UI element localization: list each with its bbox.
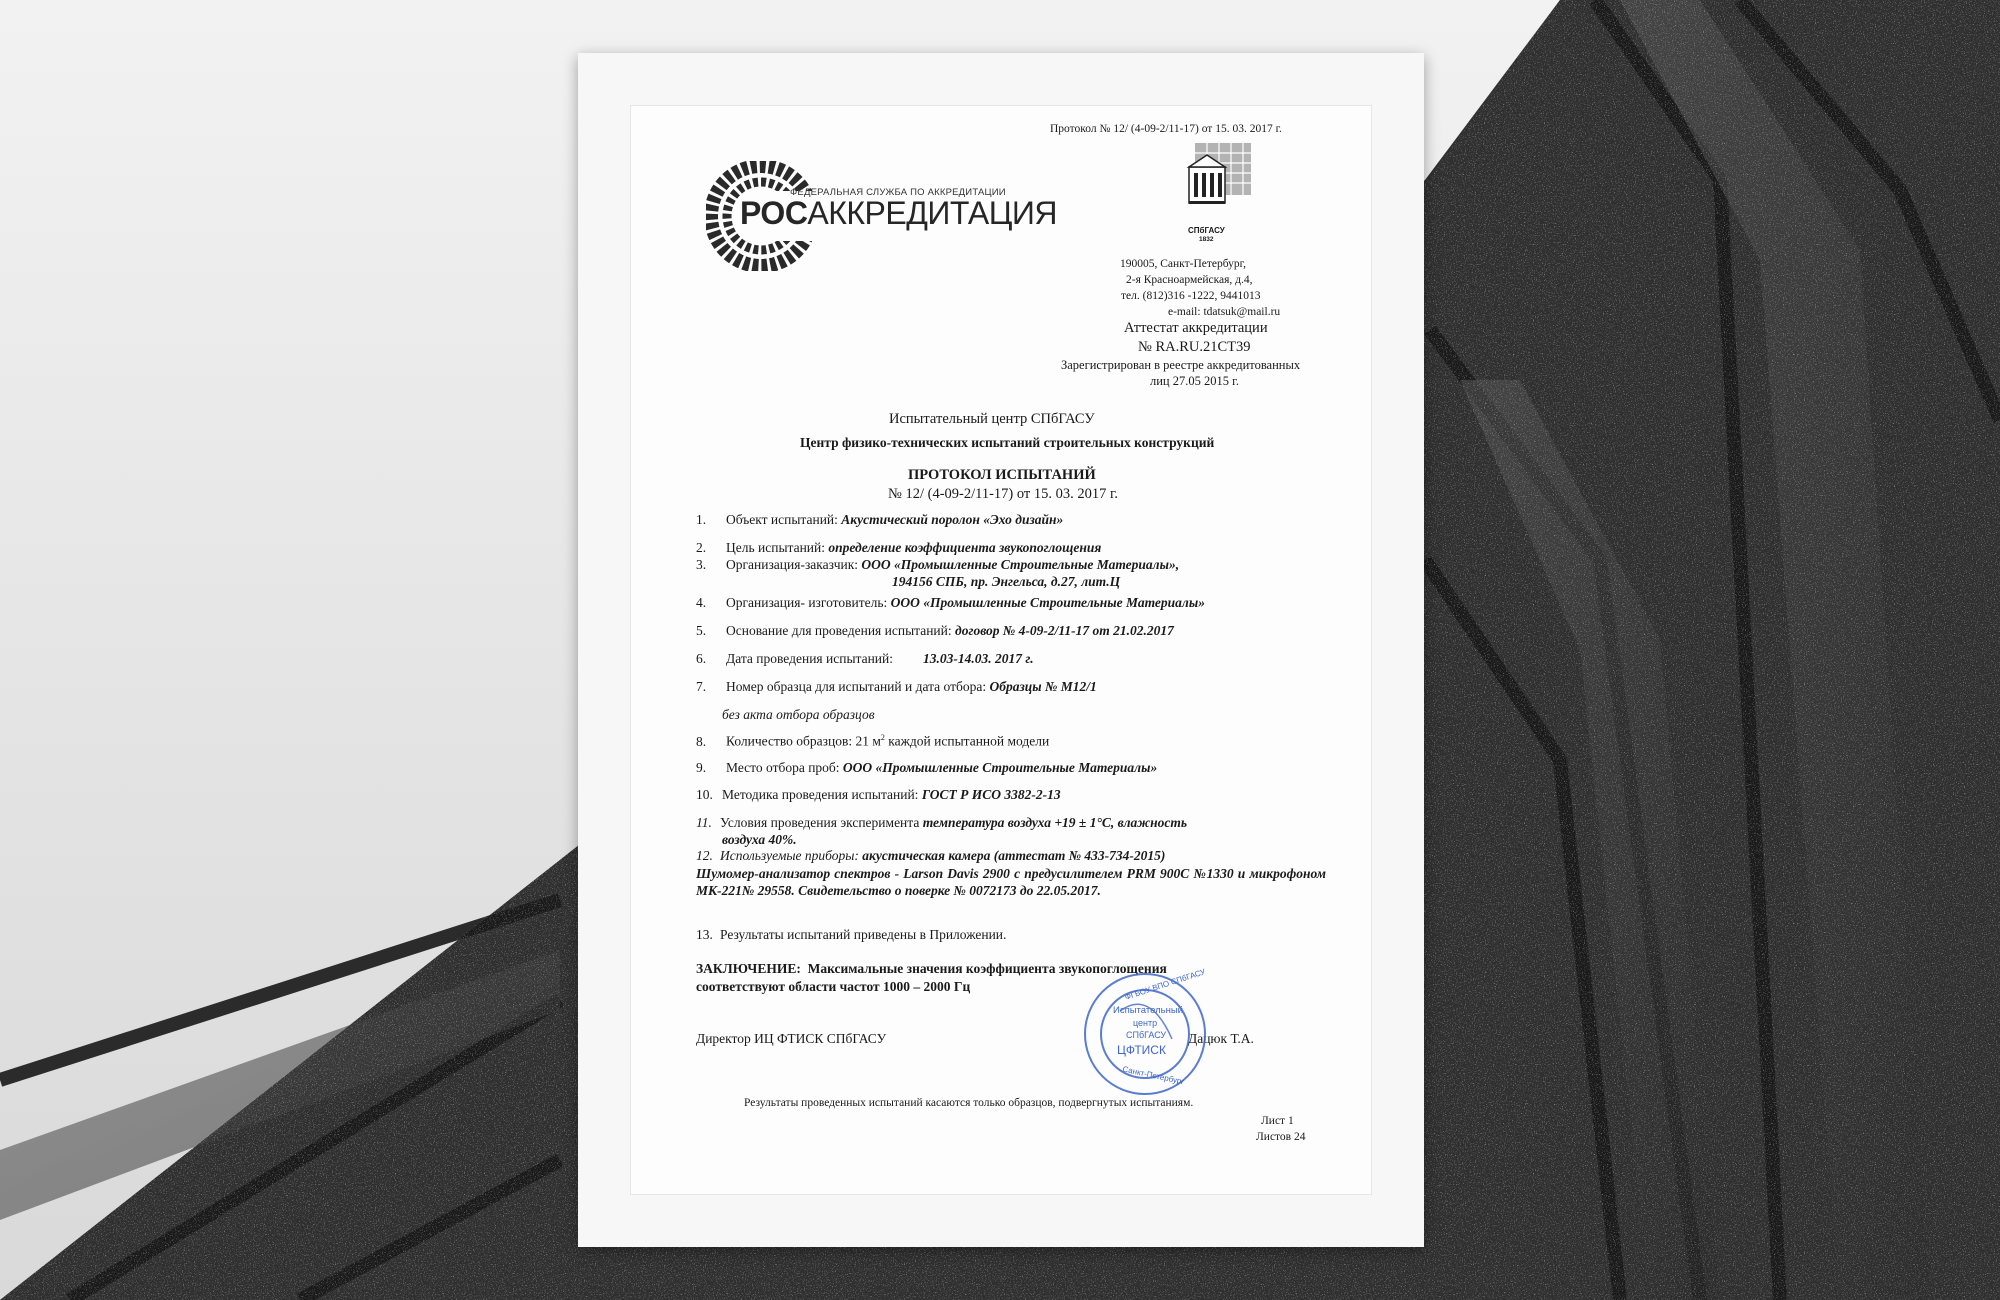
header-protocol-number: Протокол № 12/ (4-09-2/11-17) от 15. 03. 2017 г.	[1050, 123, 1282, 135]
item-8: 8. Количество образцов: 21 $м^2$ каждой испытанной модели	[696, 733, 1050, 749]
test-protocol-document	[630, 105, 1372, 1195]
item-10: 10. Методика проведения испытаний: ГОСТ Р ИСО 3382-2-13	[696, 787, 1061, 802]
conclusion-line-2: соответствуют области частот 1000 – 2000 Гц	[696, 979, 971, 994]
emblem-label: СПбГАСУ	[1188, 226, 1225, 235]
protocol-number: № 12/ (4-09-2/11-17) от 15. 03. 2017 г.	[888, 486, 1118, 502]
footer-note: Результаты проведенных испытаний касаются только образцов, подвергнутых испытаниям.	[744, 1097, 1194, 1109]
item-12-devices: Шумомер-анализатор спектров - Larson Davis 2900 с предусилителем PRM 900C №1330 и микрофоном МК-221№ 29558. Свидетельство о поверке № 0072173 до 22.05.2017.	[696, 866, 1326, 898]
item-6: 6. Дата проведения испытаний: 13.03-14.03. 2017 г.	[696, 651, 1034, 666]
accreditation-registry-1: Зарегистрирован в реестре аккредитованных	[1061, 358, 1301, 372]
item-7: 7. Номер образца для испытаний и дата отбора: Образцы № М12/1	[696, 679, 1097, 694]
item-3: 3. Организация-заказчик: ООО «Промышленные Строительные Материалы»,	[696, 557, 1180, 572]
item-2: 2. Цель испытаний: определение коэффициента звукопоглощения	[696, 540, 1102, 555]
conclusion: ЗАКЛЮЧЕНИЕ: Максимальные значения коэффициента звукопоглощения	[696, 961, 1167, 976]
stamp-line-1: Испытательный	[1113, 1005, 1183, 1016]
director-title: Директор ИЦ ФТИСК СПбГАСУ	[696, 1031, 887, 1046]
logo-agency-line: ФЕДЕРАЛЬНАЯ СЛУЖБА ПО АККРЕДИТАЦИИ	[790, 187, 1006, 198]
item-4: 4. Организация- изготовитель: ООО «Промышленные Строительные Материалы»	[696, 595, 1205, 610]
sheets-total: Листов 24	[1256, 1131, 1306, 1143]
item-7-note: без акта отбора образцов	[722, 707, 875, 722]
address-phone: тел. (812)316 -1222, 9441013	[1121, 290, 1261, 302]
item-3-address: 194156 СПБ, пр. Энгельса, д.27, лит.Ц	[892, 574, 1121, 589]
item-9: 9. Место отбора проб: ООО «Промышленные Строительные Материалы»	[696, 760, 1158, 775]
item-5: 5. Основание для проведения испытаний: договор № 4-09-2/11-17 от 21.02.2017	[696, 623, 1174, 638]
item-11-humidity: воздуха 40%.	[722, 832, 797, 847]
item-13: 13. Результаты испытаний приведены в Приложении.	[696, 927, 1007, 942]
university-emblem-icon	[1185, 143, 1255, 225]
protocol-title: ПРОТОКОЛ ИСПЫТАНИЙ	[908, 467, 1096, 483]
address-email: e-mail: tdatsuk@mail.ru	[1168, 306, 1281, 318]
logo-wordmark: РОСАККРЕДИТАЦИЯ	[740, 195, 1058, 231]
stamp-line-4: ЦФТИСК	[1117, 1043, 1166, 1057]
accreditation-registry-2: лиц 27.05 2015 г.	[1150, 374, 1239, 388]
item-11: 11. Условия проведения эксперимента температура воздуха +19 ± 1°С, влажность	[696, 815, 1188, 830]
item-1: 1. Объект испытаний: Акустический поролон «Эхо дизайн»	[696, 512, 1064, 527]
emblem-year: 1832	[1199, 236, 1214, 243]
certificate-frame	[578, 53, 1424, 1247]
stamp-line-3: СПбГАСУ	[1126, 1030, 1167, 1040]
accreditation-title: Аттестат аккредитации	[1124, 320, 1268, 336]
accreditation-number: № RA.RU.21СТ39	[1138, 339, 1251, 355]
stamp-outer-text: ФГБОУ ВПО СПбГАСУ	[1123, 967, 1207, 1002]
center-name: Испытательный центр СПбГАСУ	[889, 411, 1095, 427]
center-subtitle: Центр физико-технических испытаний строительных конструкций	[800, 435, 1215, 450]
stamp-line-2: центр	[1133, 1018, 1158, 1028]
sheet-number: Лист 1	[1261, 1115, 1294, 1127]
item-12: 12. Используемые приборы: акустическая камера (аттестат № 433-734-2015)	[696, 848, 1166, 863]
address-line-2: 2-я Красноармейская, д.4,	[1126, 274, 1253, 286]
director-name: Дацюк Т.А.	[1188, 1031, 1254, 1046]
stamp-city: Санкт-Петербург	[1121, 1064, 1185, 1087]
address-line-1-text: 190005, Санкт-Петербург,	[1120, 258, 1246, 270]
